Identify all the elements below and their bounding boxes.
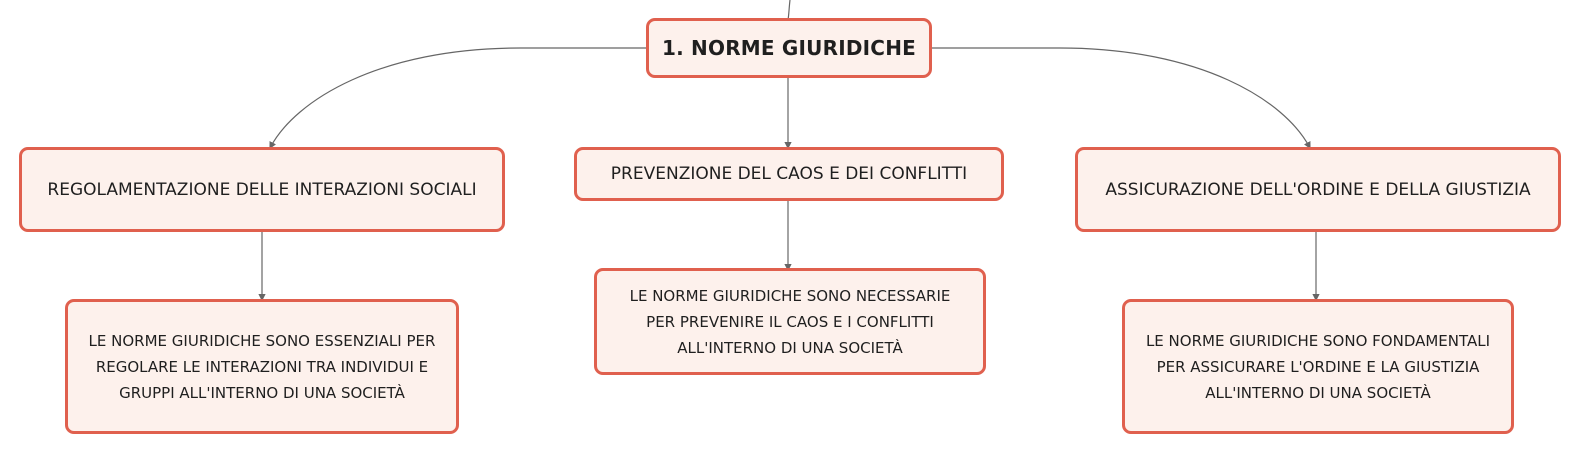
branch-label: ASSICURAZIONE DELL'ORDINE E DELLA GIUSTIZIA	[1105, 179, 1531, 200]
connector-root-to-branch-3	[930, 48, 1310, 148]
connector-root-to-branch-1	[270, 48, 646, 148]
branch-label: REGOLAMENTAZIONE DELLE INTERAZIONI SOCIALI	[47, 179, 477, 200]
connector-parent-to-root	[788, 0, 790, 20]
branch-label: PREVENZIONE DEL CAOS E DEI CONFLITTI	[610, 164, 968, 184]
root-node[interactable]	[646, 18, 932, 78]
detail-text: LE NORME GIURIDICHE SONO ESSENZIALI PER REGOLARE LE INTERAZIONI TRA INDIVIDUI E GRUPPI ALL'INTERNO DI UNA SOCIETÀ	[88, 331, 436, 402]
branch-node-chaos-prevention[interactable]	[574, 147, 1004, 201]
root-label: 1. NORME GIURIDICHE	[661, 36, 916, 60]
branch-node-social-interactions[interactable]	[19, 147, 505, 232]
detail-text: LE NORME GIURIDICHE SONO NECESSARIE PER PREVENIRE IL CAOS E I CONFLITTI ALL'INTERNO DI UNA SOCIETÀ	[629, 286, 951, 357]
detail-node-social-interactions[interactable]	[65, 299, 459, 434]
branch-node-order-justice[interactable]	[1075, 147, 1561, 232]
detail-node-chaos-prevention[interactable]	[594, 268, 986, 375]
detail-node-order-justice[interactable]	[1122, 299, 1514, 434]
detail-text: LE NORME GIURIDICHE SONO FONDAMENTALI PER ASSICURARE L'ORDINE E LA GIUSTIZIA ALL'INTERNO DI UNA SOCIETÀ	[1145, 331, 1491, 402]
